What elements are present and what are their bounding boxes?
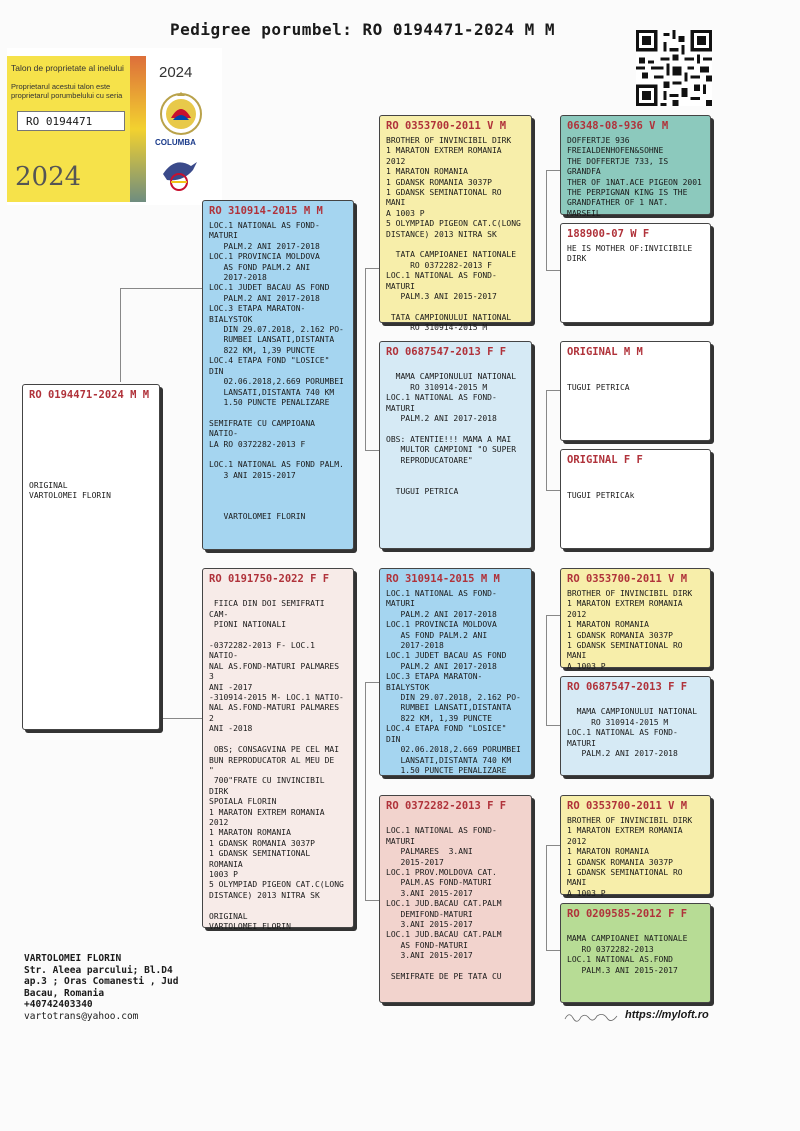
connector-line <box>365 682 366 900</box>
ring-number: ORIGINAL M M <box>567 346 643 358</box>
owner-address-line: Str. Aleea parcului; Bl.D4 <box>24 964 173 976</box>
connector-line <box>546 615 560 616</box>
ring-number: RO 0209585-2012 F F <box>567 908 688 920</box>
ring-ownership-card <box>7 48 222 205</box>
qr-code-icon <box>636 30 712 106</box>
ring-card-header: Talon de proprietate al inelului <box>11 63 124 73</box>
ring-number: RO 0372282-2013 F F <box>386 800 507 812</box>
dam-dam-dam-card[interactable] <box>560 903 711 1003</box>
sire-card[interactable] <box>202 200 354 550</box>
ring-card-year: 2024 <box>15 162 82 192</box>
columba-logo-icon <box>159 90 204 136</box>
dam-dam-card[interactable] <box>379 795 532 1003</box>
connector-line <box>120 288 202 289</box>
sire-dam-dam-card[interactable] <box>560 449 711 549</box>
ring-number: RO 310914-2015 M M <box>386 573 500 585</box>
dam-card[interactable] <box>202 568 354 931</box>
connector-line <box>546 490 560 491</box>
card-text: HE IS MOTHER OF:INVICIBILE DIRK <box>567 244 693 264</box>
page-title: Pedigree porumbel: RO 0194471-2024 M M <box>170 20 556 39</box>
connector-line <box>365 450 379 451</box>
card-text: DOFFERTJE 936 FREIALDENHOFEN&SOHNE THE DOFFERTJE 733, IS GRANDFA THER OF 1NAT.ACE PIGEON 2001 THE PERPIGNAN KING IS THE GRANDFATHER OF 1 NAT. MARSEIL <box>567 136 702 218</box>
connector-line <box>365 268 379 269</box>
ring-number: RO 0191750-2022 F F <box>209 573 330 585</box>
dam-sire-card[interactable] <box>379 568 532 776</box>
ring-card-subtext: Proprietarul acestui talon este proprietarul porumbelului cu seria <box>11 82 123 100</box>
owner-name: VARTOLOMEI FLORIN <box>24 953 122 964</box>
card-text: ORIGINAL VARTOLOMEI FLORIN <box>29 481 111 501</box>
owner-contact-block <box>24 953 178 1022</box>
ring-number: RO 0353700-2011 V M <box>567 800 688 812</box>
ring-card-flag-stripe <box>130 56 146 202</box>
card-text: TUGUI PETRICA <box>567 382 630 392</box>
owner-address-line: Bacau, Romania <box>24 987 105 999</box>
card-text: BROTHER OF INVINCIBIL DIRK 1 MARATON EXTREM ROMANIA 2012 1 MARATON ROMANIA 1 GDANSK ROMANIA 3037P 1 GDANSK SEMINATIONAL RO MANI A 1003 P <box>567 816 693 898</box>
ring-number: RO 0687547-2013 F F <box>567 681 688 693</box>
connector-line <box>546 170 560 171</box>
sire-dam-sire-card[interactable] <box>560 341 711 441</box>
ring-number: RO 0194471-2024 M M <box>29 389 150 401</box>
sire-sire-sire-card[interactable] <box>560 115 711 218</box>
connector-line <box>546 615 547 725</box>
card-text: MAMA CAMPIONULUI NATIONAL RO 310914-2015 M LOC.1 NATIONAL AS FOND-MATURI PALM.2 ANI 2017-2018 OBS: ATENTIE!!! MAMA A MAI MULTOR CAMPIONI "O SUPER REPRODUCATOARE" TUGUI PETRICA <box>386 372 517 496</box>
owner-email[interactable]: vartotrans@yahoo.com <box>24 1010 139 1022</box>
connector-line <box>546 170 547 270</box>
ring-number: 06348-08-936 V M <box>567 120 669 132</box>
card-text: MAMA CAMPIOANEI NATIONALE RO 0372282-2013 LOC.1 NATIONAL AS.FOND PALM.3 ANI 2015-2017 <box>567 934 688 975</box>
ring-number: RO 310914-2015 M M <box>209 205 323 217</box>
card-text: LOC.1 NATIONAL AS FOND-MATURI PALM.2 ANI 2017-2018 LOC.1 PROVINCIA MOLDOVA AS FOND PALM.2 ANI 2017-2018 LOC.1 JUDET BACAU AS FOND PALM.2 ANI 2017-2018 LOC.3 ETAPA MARATON-BIALYSTOK DIN 29.07.2018, 2.162 PO- RUMBEI LANSATI,DISTANTA 822 KM, 1,39 PUNCTE LOC.4 ETAPA FOND "LOSICE" DIN 02.06.2018,2.669 PORUMBEI LANSATI,DISTANTA 740 KM 1.50 PUNCTE PENALIZARE SEMIFRATE CU CAMPIOANA NATIO- LA RO 0372282-2013 F LOC.1 NATIONAL AS FOND PALM. 3 ANI 2015-2017 VARTOLOMEI FLORIN <box>209 221 344 522</box>
connector-line <box>120 288 121 382</box>
ring-number: RO 0353700-2011 V M <box>386 120 507 132</box>
ring-card-yellow-panel <box>7 56 146 202</box>
card-text: LOC.1 NATIONAL AS FOND-MATURI PALMARES 3.ANI 2015-2017 LOC.1 PROV.MOLDOVA CAT. PALM.AS FOND-MATURI 3.ANI 2015-2017 LOC.1 JUD.BACAU CAT.PALM DEMIFOND-MATURI 3.ANI 2015-2017 LOC.1 JUD.BACAU CAT.PALM AS FOND-MATURI 3.ANI 2015-2017 SEMIFRATE DE PE TATA CU <box>386 826 502 982</box>
subject-pigeon-card[interactable] <box>22 384 160 730</box>
card-text: BROTHER OF INVINCIBIL DIRK 1 MARATON EXTREM ROMANIA 2012 1 MARATON ROMANIA 1 GDANSK ROMANIA 3037P 1 GDANSK SEMINATIONAL RO MANI A 1003 P <box>567 589 693 671</box>
ring-number: 188900-07 W F <box>567 228 650 240</box>
dam-sire-dam-card[interactable] <box>560 676 711 776</box>
signature-icon <box>563 1010 619 1022</box>
ring-number: RO 0687547-2013 F F <box>386 346 507 358</box>
connector-line <box>546 725 560 726</box>
connector-line <box>365 268 366 450</box>
connector-line <box>365 900 379 901</box>
connector-line <box>546 845 547 950</box>
card-text: LOC.1 NATIONAL AS FOND-MATURI PALM.2 ANI 2017-2018 LOC.1 PROVINCIA MOLDOVA AS FOND PALM.2 ANI 2017-2018 LOC.1 JUDET BACAU AS FOND PALM.2 ANI 2017-2018 LOC.3 ETAPA MARATON-BIALYSTOK DIN 29.07.2018, 2.162 PO- RUMBEI LANSATI,DISTANTA 822 KM, 1,39 PUNCTE LOC.4 ETAPA FOND "LOSICE" DIN 02.06.2018,2.669 PORUMBEI LANSATI,DISTANTA 740 KM 1.50 PUNCTE PENALIZARE <box>386 589 521 775</box>
connector-line <box>546 270 560 271</box>
connector-line <box>546 845 560 846</box>
pigeon-emblem-icon <box>157 152 201 192</box>
card-text: MAMA CAMPIONULUI NATIONAL RO 310914-2015 M LOC.1 NATIONAL AS FOND-MATURI PALM.2 ANI 2017-2018 <box>567 707 698 759</box>
ring-card-number: RO 0194471 <box>17 111 125 131</box>
ring-number: RO 0353700-2011 V M <box>567 573 688 585</box>
dam-sire-sire-card[interactable] <box>560 568 711 671</box>
card-text: TUGUI PETRICAk <box>567 490 635 500</box>
sire-dam-card[interactable] <box>379 341 532 549</box>
card-text: BROTHER OF INVINCIBIL DIRK 1 MARATON EXTREM ROMANIA 2012 1 MARATON ROMANIA 1 GDANSK ROMANIA 3037P 1 GDANSK SEMINATIONAL RO MANI A 1003 P 5 OLYMPIAD PIGEON CAT.C(LONG DISTANCE) 2013 NITRA SK TATA CAMPIOANEI NATIONALE RO 0372282-2013 F LOC.1 NATIONAL AS FOND-MATURI PALM.3 ANI 2015-2017 TATA CAMPIONULUI NATIONAL RO 310914-2015 M <box>386 136 521 333</box>
connector-line <box>546 390 560 391</box>
signature-mark <box>563 1010 619 1024</box>
sire-sire-card[interactable] <box>379 115 532 333</box>
sire-sire-dam-card[interactable] <box>560 223 711 323</box>
website-link[interactable]: https://myloft.ro <box>625 1009 709 1021</box>
connector-line <box>365 682 379 683</box>
connector-line <box>546 950 560 951</box>
connector-line <box>546 390 547 490</box>
owner-address-line: ap.3 ; Oras Comanesti , Jud <box>24 976 179 987</box>
ring-number: ORIGINAL F F <box>567 454 643 466</box>
owner-phone: +40742403340 <box>24 999 93 1010</box>
ring-card-side-year: 2024 <box>159 64 193 81</box>
dam-dam-sire-card[interactable] <box>560 795 711 898</box>
columba-brand-text: COLUMBA <box>155 138 196 147</box>
card-text: FIICA DIN DOI SEMIFRATI CAM- PIONI NATIONALI -0372282-2013 F- LOC.1 NATIO- NAL AS.FOND-MATURI PALMARES 3 ANI -2017 -310914-2015 M- LOC.1 NATIO- NAL AS.FOND-MATURI PALMARES 2 ANI -2018 OBS; CONSAGVINA PE CEL MAI BUN REPRODUCATOR AL MEU DE " 700"FRATE CU INVINCIBIL DIRK SPOIALA FLORIN 1 MARATON EXTREM ROMANIA 2012 1 MARATON ROMANIA 1 GDANSK ROMANIA 3037P 1 GDANSK SEMINATIONAL ROMANIA 1003 P 5 OLYMPIAD PIGEON CAT.C(LONG DISTANCE) 2013 NITRA SK ORIGINAL VARTOLOMEI FLORIN <box>209 599 344 931</box>
